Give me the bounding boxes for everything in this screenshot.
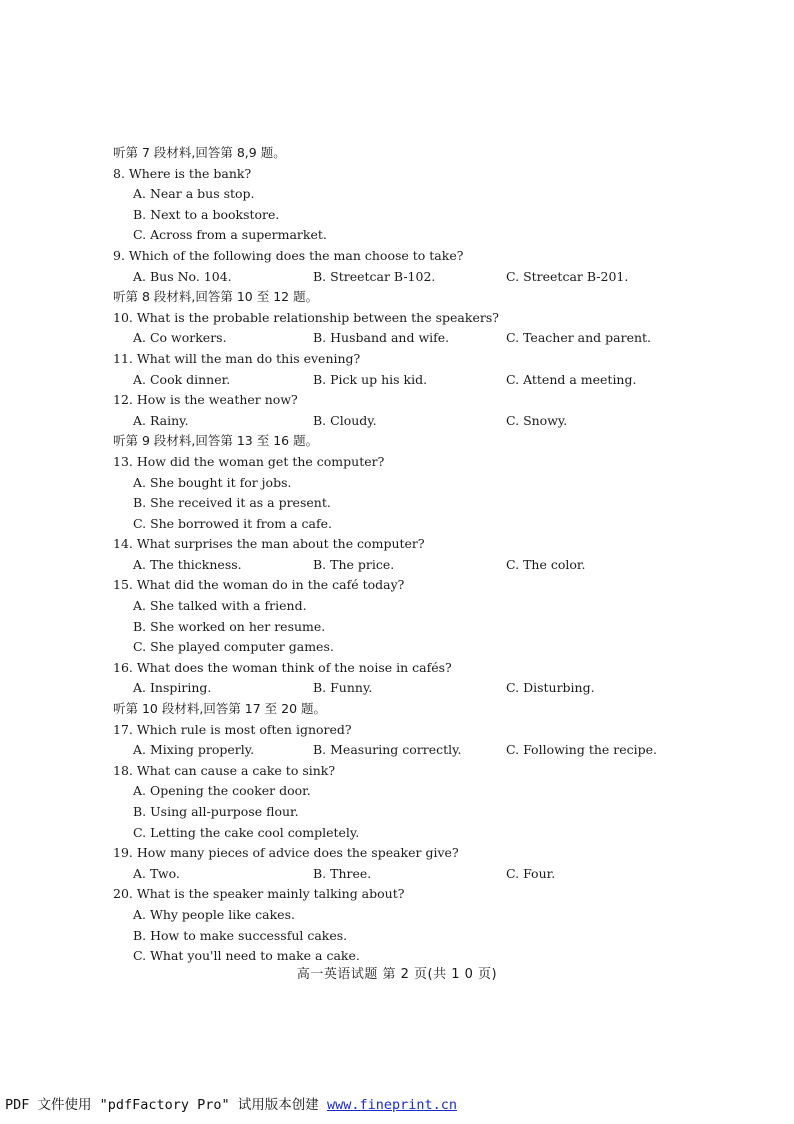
question-stem: 20. What is the speaker mainly talking about? xyxy=(113,886,405,902)
answer-option: A. Opening the cooker door. xyxy=(133,783,311,799)
question-stem: 13. How did the woman get the computer? xyxy=(113,453,385,469)
question-stem: 10. What is the probable relationship between the speakers? xyxy=(113,309,499,325)
answer-option: A. Rainy. xyxy=(133,412,189,428)
question-stem: 11. What will the man do this evening? xyxy=(113,350,361,366)
answer-option: C. Four. xyxy=(506,865,556,881)
exam-page xyxy=(113,143,713,967)
question-stem: 16. What does the woman think of the noise in cafés? xyxy=(113,659,452,675)
answer-option: A. Why people like cakes. xyxy=(133,906,295,922)
answer-option: A. Co workers. xyxy=(133,330,227,346)
section-heading: 听第 10 段材料,回答第 17 至 20 题。 xyxy=(113,701,327,717)
answer-option: A. Inspiring. xyxy=(133,680,212,696)
answer-option: C. Across from a supermarket. xyxy=(133,227,327,243)
question-stem: 17. Which rule is most often ignored? xyxy=(113,721,352,737)
fineprint-link[interactable]: www.fineprint.cn xyxy=(326,1097,457,1113)
answer-option: C. Attend a meeting. xyxy=(506,371,637,387)
answer-option: B. Cloudy. xyxy=(313,412,377,428)
answer-option: A. Two. xyxy=(133,865,180,881)
options-row xyxy=(113,678,713,699)
answer-option: C. What you'll need to make a cake. xyxy=(133,948,360,964)
pdf-note-text: PDF 文件使用 "pdfFactory Pro" 试用版本创建 xyxy=(5,1097,327,1113)
answer-option: C. Snowy. xyxy=(506,412,568,428)
answer-option: A. Cook dinner. xyxy=(133,371,231,387)
question-stem: 14. What surprises the man about the computer? xyxy=(113,536,425,552)
options-row xyxy=(113,411,713,432)
answer-option: A. She talked with a friend. xyxy=(133,598,307,614)
answer-option: B. How to make successful cakes. xyxy=(133,927,348,943)
answer-option: B. Using all-purpose flour. xyxy=(133,804,299,819)
answer-option: A. Bus No. 104. xyxy=(133,268,232,284)
answer-option: B. Three. xyxy=(313,865,372,881)
options-row xyxy=(113,740,713,761)
answer-option: C. Teacher and parent. xyxy=(506,330,652,346)
answer-option: A. She bought it for jobs. xyxy=(133,474,292,490)
answer-option: C. She played computer games. xyxy=(133,639,334,655)
question-stem: 12. How is the weather now? xyxy=(113,392,298,408)
answer-option: C. Letting the cake cool completely. xyxy=(133,824,360,840)
question-stem: 15. What did the woman do in the café today? xyxy=(113,577,405,593)
answer-option: B. Pick up his kid. xyxy=(313,371,428,387)
answer-option: C. Following the recipe. xyxy=(506,742,658,758)
answer-option: A. Mixing properly. xyxy=(133,742,255,758)
question-stem: 8. Where is the bank? xyxy=(113,165,252,181)
options-row xyxy=(113,555,713,576)
answer-option: B. The price. xyxy=(313,556,395,572)
question-stem: 9. Which of the following does the man choose to take? xyxy=(113,247,464,263)
answer-option: A. The thickness. xyxy=(133,556,242,572)
answer-option: C. Streetcar B-201. xyxy=(506,268,629,284)
answer-option: B. Husband and wife. xyxy=(313,330,450,346)
answer-option: B. She worked on her resume. xyxy=(133,618,326,634)
section-heading: 听第 9 段材料,回答第 13 至 16 题。 xyxy=(113,433,319,449)
answer-option: C. Disturbing. xyxy=(506,680,595,696)
answer-option: C. She borrowed it from a cafe. xyxy=(133,515,332,531)
section-heading: 听第 8 段材料,回答第 10 至 12 题。 xyxy=(113,289,319,305)
options-row xyxy=(113,864,713,885)
answer-option: A. Near a bus stop. xyxy=(133,186,255,202)
pdf-creator-note xyxy=(5,1093,457,1113)
question-stem: 18. What can cause a cake to sink? xyxy=(113,762,336,778)
section-heading: 听第 7 段材料,回答第 8,9 题。 xyxy=(113,145,286,160)
answer-option: B. Next to a bookstore. xyxy=(133,206,280,222)
page-footer: 高一英语试题 第 2 页(共 1 0 页) xyxy=(296,967,498,982)
answer-option: B. Streetcar B-102. xyxy=(313,268,436,284)
options-row xyxy=(113,328,713,349)
answer-option: B. Funny. xyxy=(313,680,373,696)
answer-option: B. Measuring correctly. xyxy=(313,742,462,758)
answer-option: C. The color. xyxy=(506,556,586,572)
options-row xyxy=(113,370,713,391)
options-row xyxy=(113,267,713,288)
question-stem: 19. How many pieces of advice does the speaker give? xyxy=(113,845,459,861)
answer-option: B. She received it as a present. xyxy=(133,495,331,511)
